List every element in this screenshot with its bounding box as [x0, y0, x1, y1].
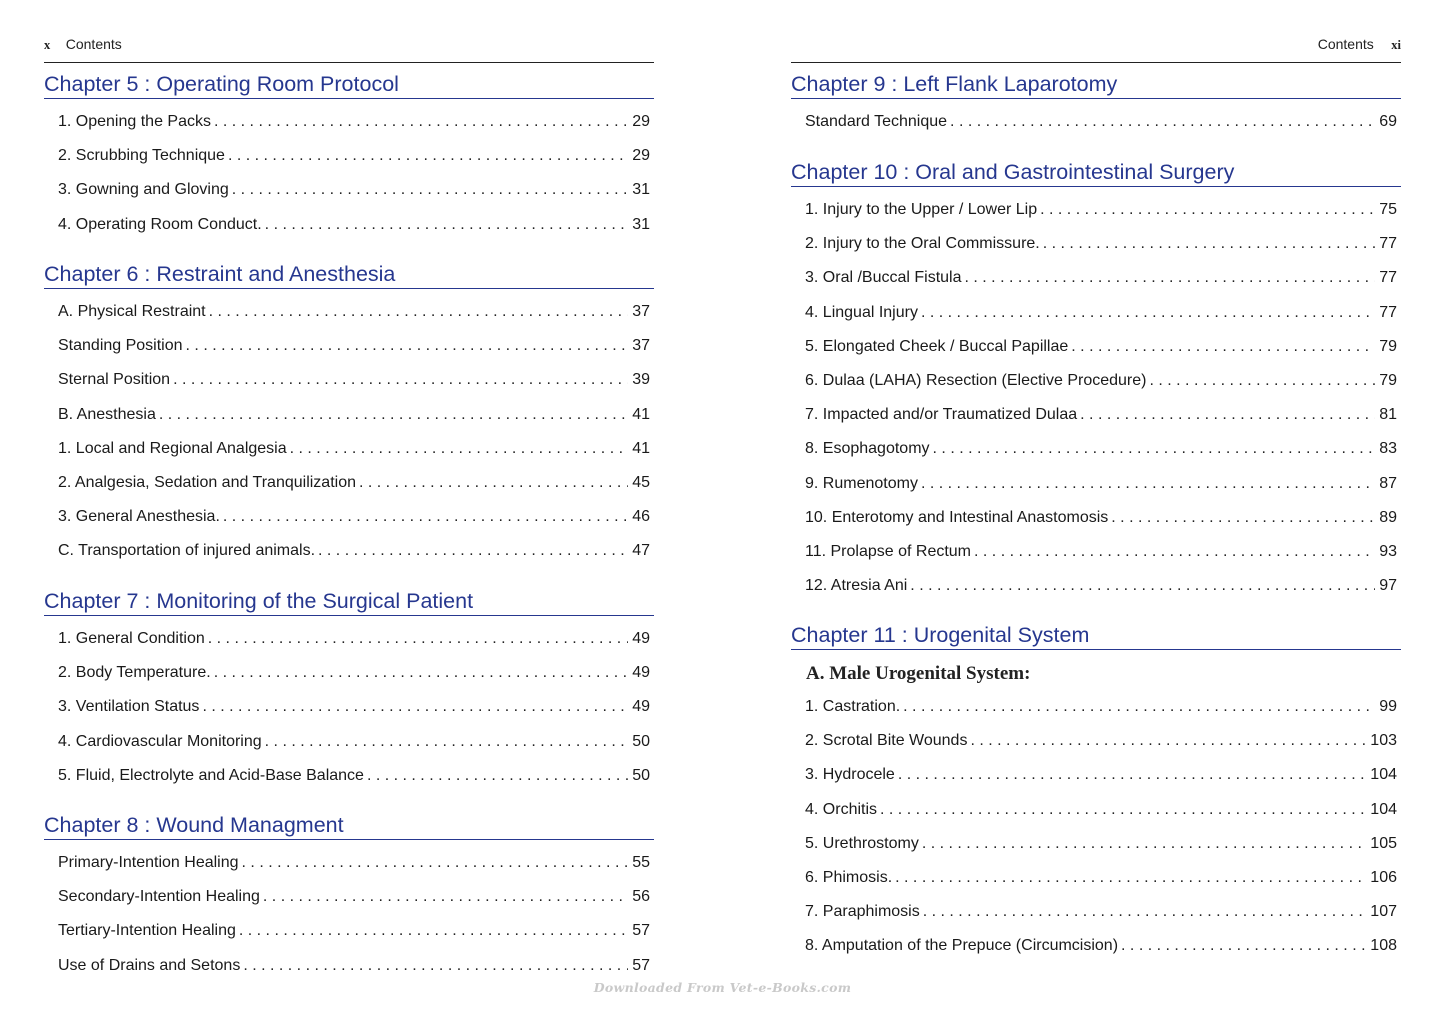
running-head [791, 34, 1401, 63]
toc-entry-label: 3. Hydrocele [805, 766, 895, 784]
dot-leader [1111, 501, 1375, 535]
toc-entry-list [44, 846, 654, 983]
toc-entry-label: Secondary-Intention Healing [58, 888, 260, 906]
dot-leader [318, 534, 628, 568]
dot-leader [965, 261, 1376, 295]
toc-entry-page: 37 [632, 337, 650, 355]
toc-entry[interactable] [58, 622, 650, 656]
toc-entry-label: 7. Impacted and/or Traumatized Dulaa [805, 406, 1078, 424]
dot-leader [265, 725, 629, 759]
toc-entry-page: 57 [632, 956, 650, 974]
toc-entry[interactable] [805, 861, 1397, 895]
toc-entry-page: 31 [632, 181, 650, 199]
toc-entry-list [44, 295, 654, 569]
chapter-section [791, 162, 1401, 603]
toc-entry-label: 5. Fluid, Electrolyte and Acid-Base Balance [58, 766, 364, 784]
toc-entry-page: 104 [1370, 800, 1397, 818]
dot-leader [173, 363, 628, 397]
dot-leader [1040, 193, 1375, 227]
toc-entry[interactable] [805, 398, 1397, 432]
toc-entry-label: 1. Castration. [805, 698, 901, 715]
dot-leader [263, 880, 628, 914]
dot-leader [186, 329, 629, 363]
toc-entry-label: 1. General Condition [58, 630, 205, 647]
toc-entry-page: 83 [1379, 440, 1397, 458]
toc-entry[interactable] [805, 895, 1397, 929]
toc-entry-label: 3. Ventilation Status [58, 698, 200, 716]
chapter-title: Chapter 5 : Operating Room Protocol [44, 72, 399, 96]
toc-entry-page: 45 [632, 473, 650, 491]
toc-entry-label: 11. Prolapse of Rectum [805, 542, 972, 560]
toc-entry-page: 107 [1370, 903, 1397, 921]
toc-entry-page: 41 [632, 405, 650, 423]
toc-entry-page: 55 [632, 854, 650, 871]
dot-leader [1149, 364, 1375, 398]
toc-entry-label: Standing Position [58, 337, 183, 355]
dot-leader [898, 758, 1366, 792]
toc-entry-page: 93 [1379, 542, 1397, 560]
dot-leader [367, 759, 628, 793]
toc-entry[interactable] [58, 466, 650, 500]
toc-entry[interactable] [58, 329, 650, 363]
dot-leader [208, 622, 628, 656]
toc-entry[interactable] [805, 105, 1397, 139]
toc-entry[interactable] [58, 363, 650, 397]
dot-leader [214, 656, 629, 690]
dot-leader [910, 569, 1375, 603]
toc-entry[interactable] [58, 432, 650, 466]
toc-entry-label: 1. Local and Regional Analgesia [58, 439, 287, 457]
toc-entry-page: 46 [632, 508, 650, 526]
toc-entry-label: 2. Scrubbing Technique [58, 147, 225, 165]
toc-entry-label: 2. Scrotal Bite Wounds [805, 732, 968, 750]
dot-leader [1080, 398, 1375, 432]
chapter-heading [791, 625, 1401, 650]
chapter-section [44, 815, 654, 983]
dot-leader [232, 173, 628, 207]
toc-entry-list [44, 105, 654, 242]
dot-leader [228, 139, 628, 173]
toc-entry[interactable] [805, 501, 1397, 535]
toc-entry-page: 50 [632, 732, 650, 750]
dot-leader [974, 535, 1375, 569]
running-head [44, 34, 654, 63]
toc-entry-page: 106 [1370, 868, 1397, 886]
toc-entry-label: 2. Analgesia, Sedation and Tranquilization [58, 473, 356, 491]
toc-entry-page: 31 [632, 215, 650, 233]
toc-entry-list [791, 690, 1401, 964]
dot-leader [923, 895, 1367, 929]
dot-leader [202, 690, 628, 724]
toc-entry-page: 47 [632, 542, 650, 560]
chapter-heading [44, 74, 654, 99]
toc-entry-page: 37 [632, 303, 650, 320]
toc-entry[interactable] [805, 330, 1397, 364]
dot-leader [209, 295, 629, 329]
toc-entry-page: 77 [1379, 235, 1397, 253]
toc-entry[interactable] [58, 173, 650, 207]
toc-entry-page: 77 [1379, 269, 1397, 287]
chapter-section [791, 625, 1401, 964]
dot-leader [265, 208, 629, 242]
toc-entry-list [791, 105, 1401, 139]
toc-entry[interactable] [58, 656, 650, 690]
toc-entry-page: 50 [632, 766, 650, 784]
toc-entry-label: 5. Urethrostomy [805, 834, 919, 852]
chapter-title: Chapter 8 : Wound Managment [44, 813, 344, 837]
dot-leader [359, 466, 628, 500]
toc-entry[interactable] [58, 759, 650, 793]
toc-entry-label: 10. Enterotomy and Intestinal Anastomosis [805, 508, 1109, 526]
dot-leader [1121, 929, 1366, 963]
toc-entry-label: 3. Gowning and Gloving [58, 181, 229, 199]
toc-entry-label: C. Transportation of injured animals. [58, 542, 316, 560]
dot-leader [1071, 330, 1375, 364]
dot-leader [921, 467, 1375, 501]
toc-entry-page: 77 [1379, 303, 1397, 321]
toc-entry-label: Tertiary-Intention Healing [58, 922, 236, 940]
toc-entry-label: B. Anesthesia [58, 405, 156, 423]
toc-entry-label: 7. Paraphimosis [805, 903, 920, 921]
toc-entry-page: 49 [632, 664, 650, 682]
page-number: xi [1391, 38, 1401, 52]
toc-entry[interactable] [805, 929, 1397, 963]
toc-entry-page: 104 [1370, 766, 1397, 784]
toc-entry-label: 6. Phimosis. [805, 868, 893, 886]
toc-entry-label: 1. Opening the Packs [58, 113, 211, 130]
toc-entry-page: 81 [1379, 406, 1397, 424]
toc-entry[interactable] [58, 846, 650, 880]
toc-entry[interactable] [58, 398, 650, 432]
chapter-heading [791, 74, 1401, 99]
toc-entry[interactable] [805, 793, 1397, 827]
toc-entry[interactable] [58, 690, 650, 724]
chapter-section [44, 74, 654, 242]
toc-entry-page: 87 [1379, 474, 1397, 492]
toc-entry[interactable] [58, 725, 650, 759]
toc-entry[interactable] [805, 758, 1397, 792]
toc-entry-label: Sternal Position [58, 371, 171, 389]
toc-entry-page: 105 [1370, 834, 1397, 852]
dot-leader [880, 793, 1366, 827]
toc-entry-label: 8. Amputation of the Prepuce (Circumcision) [805, 937, 1119, 955]
toc-entry[interactable] [58, 208, 650, 242]
chapter-heading [44, 591, 654, 616]
toc-entry-page: 108 [1370, 937, 1397, 955]
toc-entry-label: Use of Drains and Setons [58, 956, 241, 974]
running-head-title: Contents [1317, 36, 1374, 52]
chapter-section [791, 74, 1401, 139]
dot-leader [921, 296, 1375, 330]
toc-entry[interactable] [58, 500, 650, 534]
chapter-title: Chapter 9 : Left Flank Laparotomy [791, 72, 1118, 96]
toc-entry-label: Primary-Intention Healing [58, 854, 239, 871]
toc-entry-page: 29 [632, 147, 650, 165]
toc-entry-page: 75 [1379, 201, 1397, 218]
toc-entry-list [791, 193, 1401, 603]
toc-entry-page: 99 [1379, 698, 1397, 715]
dot-leader [242, 846, 629, 880]
toc-entry[interactable] [58, 949, 650, 983]
toc-entry[interactable] [805, 724, 1397, 758]
right-page [791, 0, 1401, 1022]
dot-leader [223, 500, 628, 534]
chapter-title: Chapter 7 : Monitoring of the Surgical Patient [44, 589, 474, 613]
chapter-title: Chapter 11 : Urogenital System [791, 623, 1090, 647]
toc-entry-label: 4. Orchitis [805, 800, 878, 818]
toc-entry[interactable] [58, 914, 650, 948]
toc-entry-label: 3. General Anesthesia. [58, 508, 220, 526]
toc-entry-page: 57 [632, 922, 650, 940]
toc-entry-label: 4. Operating Room Conduct. [58, 215, 262, 233]
toc-entry-page: 89 [1379, 508, 1397, 526]
dot-leader [922, 827, 1366, 861]
toc-entry-label: 4. Cardiovascular Monitoring [58, 732, 262, 750]
toc-entry-label: 9. Rumenotomy [805, 474, 918, 492]
toc-entry-page: 29 [632, 113, 650, 130]
toc-entry-page: 49 [632, 698, 650, 716]
dot-leader [970, 724, 1366, 758]
toc-entry[interactable] [58, 880, 650, 914]
toc-entry[interactable] [805, 535, 1397, 569]
toc-entry-page: 39 [632, 371, 650, 389]
dot-leader [243, 949, 628, 983]
toc-entry-label: A. Physical Restraint [58, 303, 206, 320]
toc-entry[interactable] [805, 827, 1397, 861]
toc-entry[interactable] [58, 534, 650, 568]
toc-entry-label: 8. Esophagotomy [805, 440, 930, 458]
toc-entry-label: 1. Injury to the Upper / Lower Lip [805, 201, 1038, 218]
section-subheading: A. Male Urogenital System: [806, 663, 1031, 684]
dot-leader [214, 105, 628, 139]
toc-entry-label: 3. Oral /Buccal Fistula [805, 269, 962, 287]
page-number: x [44, 38, 51, 52]
left-page [44, 0, 654, 1022]
chapter-section [44, 264, 654, 569]
dot-leader [950, 105, 1375, 139]
dot-leader [290, 432, 629, 466]
toc-entry-page: 69 [1379, 113, 1397, 130]
dot-leader [895, 861, 1366, 895]
toc-entry[interactable] [58, 139, 650, 173]
dot-leader [933, 432, 1376, 466]
dot-leader [903, 690, 1375, 724]
chapter-section [44, 591, 654, 793]
chapter-heading [44, 264, 654, 289]
chapter-heading [44, 815, 654, 840]
toc-entry-list [44, 622, 654, 793]
dot-leader [239, 914, 628, 948]
toc-entry[interactable] [805, 296, 1397, 330]
dot-leader [1043, 227, 1375, 261]
running-head-title: Contents [65, 36, 122, 52]
toc-entry-label: 12. Atresia Ani [805, 577, 908, 595]
toc-entry[interactable] [805, 569, 1397, 603]
toc-entry-page: 56 [632, 888, 650, 906]
toc-entry-page: 41 [632, 439, 650, 457]
dot-leader [159, 398, 628, 432]
toc-entry[interactable] [58, 295, 650, 329]
toc-entry-label: 5. Elongated Cheek / Buccal Papillae [805, 337, 1069, 355]
chapter-title: Chapter 10 : Oral and Gastrointestinal Surgery [791, 160, 1235, 184]
toc-entry-page: 49 [632, 630, 650, 647]
toc-entry[interactable] [58, 105, 650, 139]
toc-entry[interactable] [805, 227, 1397, 261]
chapter-title: Chapter 6 : Restraint and Anesthesia [44, 262, 396, 286]
watermark: Downloaded From Vet-e-Books.com [593, 980, 852, 995]
toc-entry[interactable] [805, 261, 1397, 295]
toc-entry-page: 79 [1379, 371, 1397, 389]
chapter-heading [791, 162, 1401, 187]
toc-entry-label: 4. Lingual Injury [805, 303, 918, 321]
toc-entry-page: 97 [1379, 577, 1397, 595]
toc-entry[interactable] [805, 690, 1397, 724]
toc-entry[interactable] [805, 467, 1397, 501]
toc-entry-page: 103 [1370, 732, 1397, 750]
toc-entry[interactable] [805, 432, 1397, 466]
toc-entry-label: 6. Dulaa (LAHA) Resection (Elective Procedure) [805, 371, 1147, 389]
toc-entry[interactable] [805, 193, 1397, 227]
toc-entry-label: 2. Injury to the Oral Commissure. [805, 235, 1040, 253]
toc-entry-page: 79 [1379, 337, 1397, 355]
toc-entry[interactable] [805, 364, 1397, 398]
toc-entry-label: 2. Body Temperature. [58, 664, 211, 682]
toc-entry-label: Standard Technique [805, 113, 948, 130]
